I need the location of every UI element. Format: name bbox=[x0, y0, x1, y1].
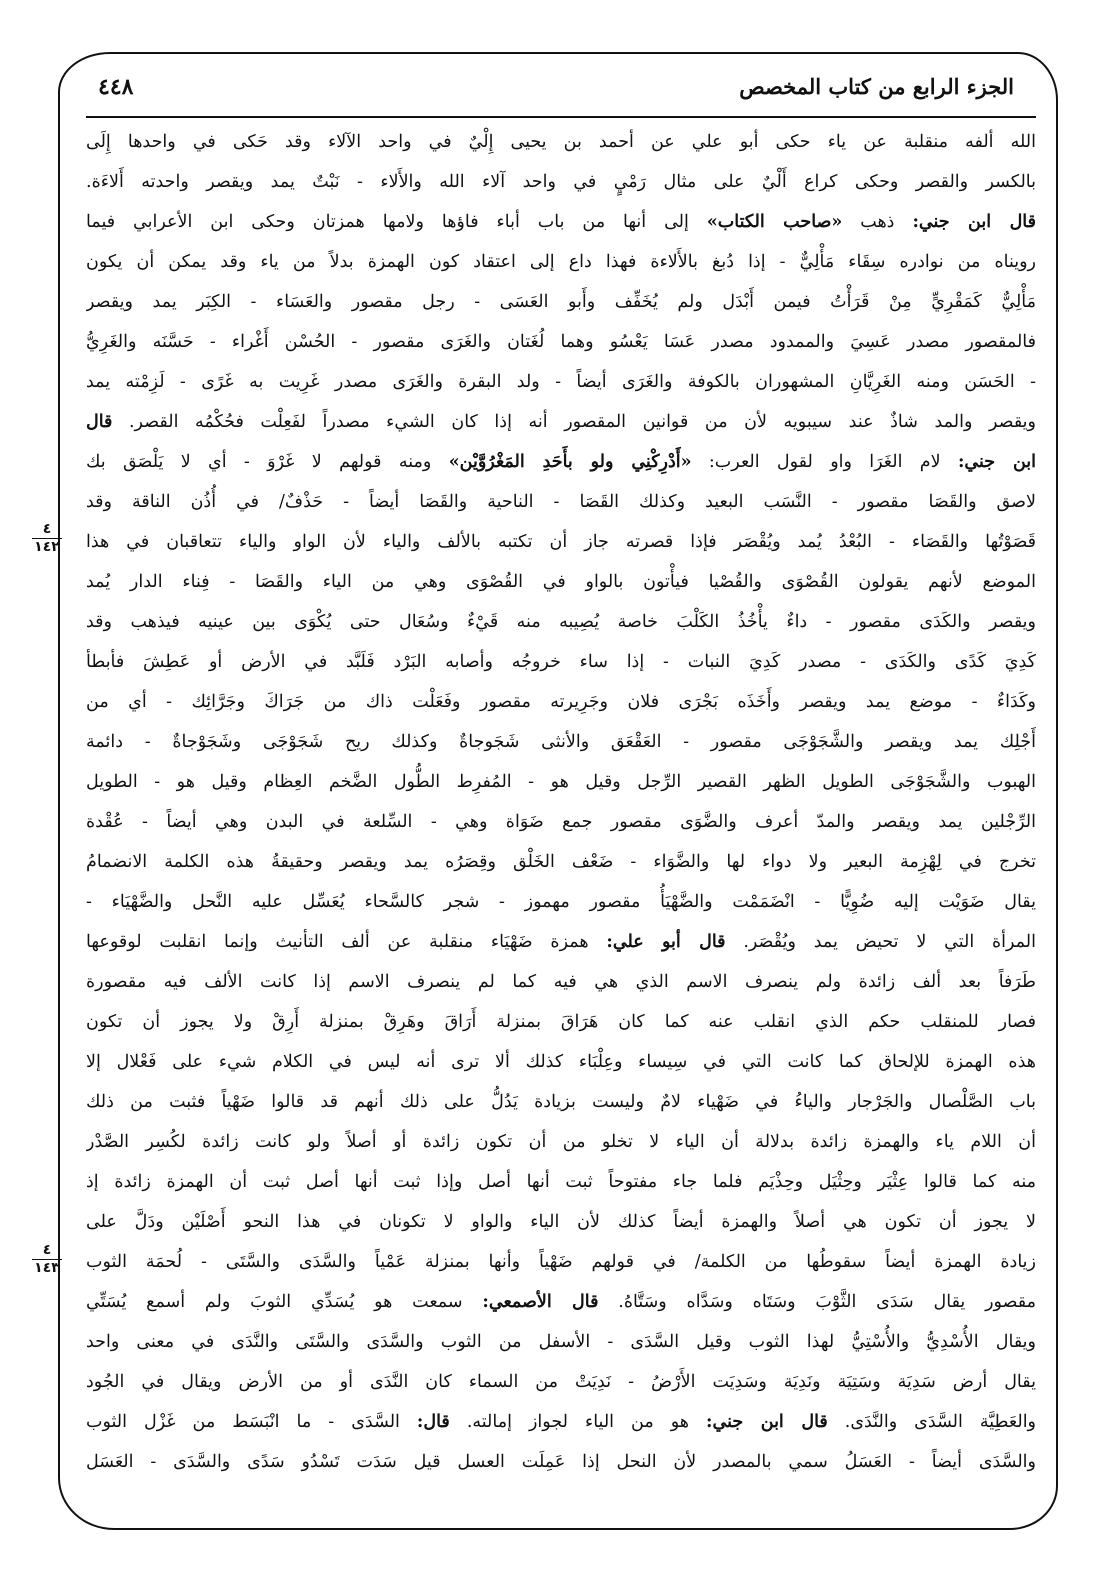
text-run: إلى أنها من باب أباء فاؤها ولامها همزتان وحكى ابن الأعرابي فيما bbox=[86, 212, 707, 232]
text-line bbox=[86, 882, 1036, 922]
text-run: هو من الياء لجواز إمالته. bbox=[449, 1412, 707, 1432]
text-run: ومنه قولهم لا غَرْوَ - أي لا يَلْصَق بك bbox=[86, 452, 449, 472]
text-run: همزة ضَهْيَاء منقلبة عن ألف التأنيث وإنما انقلبت لوقوعها bbox=[86, 932, 607, 952]
text-run: يقال أرض سَدِيَة وسَتِيَة ونَدِيَة وسَدِيَت الأَرْضُ - نَدِيَتْ من السماء كان النَّدَى أو من الأرض ويقال في الجُود bbox=[86, 1372, 1036, 1392]
text-line bbox=[86, 842, 1036, 882]
text-line bbox=[86, 1082, 1036, 1122]
text-line bbox=[86, 1122, 1036, 1162]
text-run: منه كما قالوا عِثْيَر وحِثْيَل وحِذْيَم فلما جاء مفتوحاً ثبت أنها أصل وإذا ثبت أنها أصل ثبت أن الهمزة زائدة إذ bbox=[86, 1172, 1036, 1192]
text-line bbox=[86, 962, 1036, 1002]
text-run: الرِّجْلين يمد ويقصر والمدّ أعرف والضَّوَى مقصور جمع ضَوَاة وهي - السِّلعة في البدن وهي أيضاً - عُقْدة bbox=[86, 812, 1036, 832]
page-header bbox=[92, 74, 1028, 104]
text-run: كَدِيَ كَدًى والكَدَى - مصدر كَدِيَ النبات - إذا ساء خروجُه وأصابه البَرْد فَلَبَّد في الأرض أو عَطِشَ فأبطأ bbox=[86, 652, 1036, 672]
text-run: المرأة التي لا تحيض يمد ويُقْصَر. bbox=[725, 932, 1036, 952]
text-line bbox=[86, 482, 1036, 522]
text-line bbox=[86, 922, 1036, 962]
speaker-label: قال bbox=[86, 412, 113, 432]
text-run: الله ألفه منقلبة عن ياء حكى أبو علي عن أحمد بن يحيى إِلْيٌ في واحد الآلاء وقد حَكى في واحدها إِلَى bbox=[86, 132, 1036, 152]
marker-volume: ٤ bbox=[32, 522, 62, 539]
text-run: وكَدَاءٌ - موضع يمد ويقصر وأَخَذَه بَجْرَى فلان وجَرِيرته مقصور وفَعَلْت ذاك من جَرَاكَ وجَرَّائِك - أي من bbox=[86, 692, 1036, 712]
text-run: ويقصر والكَدَى مقصور - داءٌ يأْخُذُ الكَلْبَ خاصة يُصِيبه منه قَيْءٌ وسُعَال حتى يُكْوَى بين عينيه فيذهب وقد bbox=[86, 612, 1036, 632]
text-line bbox=[86, 1002, 1036, 1042]
text-line bbox=[86, 642, 1036, 682]
text-line bbox=[86, 1242, 1036, 1282]
text-line bbox=[86, 682, 1036, 722]
text-run: فصار للمنقلب حكم الذي انقلب عنه كما كان هَرَاقَ بمنزلة أَرَاقَ وهَرِقْ بمنزلة أَرِقْ ولا يجوز أن تكون bbox=[86, 1012, 1036, 1032]
text-run: الهبوب والشَّجَوْجَى الطويل الظهر القصير الرِّجل وقيل هو - المُفرِط الطُّول الضَّخم العِظام وقيل هو - الطويل bbox=[86, 772, 1036, 792]
speaker-label: قال الأصمعي: bbox=[482, 1292, 599, 1312]
text-line bbox=[86, 522, 1036, 562]
text-run: ذهب bbox=[842, 212, 913, 232]
text-line bbox=[86, 602, 1036, 642]
text-line bbox=[86, 1162, 1036, 1202]
text-run: لا يجوز أن تكون هي أصلاً والهمزة أيضاً كذلك لأن الياء والواو لا تكونان في هذا النحو أَصْلَيْن ودَلَّ على bbox=[86, 1212, 1036, 1232]
text-run: لاصق والقَصَا مقصور - النَّسَب البعيد وكذلك القَصَا - الناحية والقَصَا أيضاً - حَذْفٌ/ في أُذُن الناقة وقد bbox=[86, 492, 1036, 512]
text-run: ويقصر والمد شاذٌ عند سيبويه لأن من قوانين المقصور أنه إذا كان الشيء مصدراً لفَعِلْت فحُكْمُه القصر. bbox=[112, 412, 1036, 432]
text-line bbox=[86, 1362, 1036, 1402]
margin-marker bbox=[32, 1243, 62, 1276]
text-line bbox=[86, 1042, 1036, 1082]
text-run: سمعت هو يُسَدِّي الثوبَ ولم أسمع يُسَتِّي bbox=[86, 1292, 483, 1312]
text-run: رويناه من نوادره سِقَاء مَأْلِيٌّ - إذا دُبغ بالأَلاءة فهذا داع إلى اعتقاد كون الهمزة بدلاً من ياء وقد يمكن أن يكون bbox=[86, 252, 1036, 272]
text-line bbox=[86, 722, 1036, 762]
speaker-label: قال ابن جني: bbox=[706, 1412, 828, 1432]
marker-volume: ٤ bbox=[32, 1243, 62, 1260]
text-run: قَصَوْتُها والقَصَاء - البُعْدُ يُمد ويُقْصَر فإذا قصرته جاز أن تكتبه بالألف والياء لأن الواو والياء تتعاقبان في هذا bbox=[86, 532, 1036, 552]
running-title: الجزء الرابع من كتاب المخصص bbox=[739, 74, 1014, 99]
text-run: فالمقصور مصدر عَسِيَ والممدود مصدر عَسَا يَعْسُو وهما لُغَتان والغَرَى مقصور - الحُسْن أَغْراء - حَسَّنَه والغَرِيُّ bbox=[86, 332, 1036, 352]
speaker-label: قال أبو علي: bbox=[606, 932, 726, 952]
text-run: هذه الهمزة للإلحاق كما كانت التي في سِيساء وعِلْبَاء كذلك ألا ترى أنه ليس في الكلام شيء على فَعْلال إلا bbox=[86, 1052, 1036, 1072]
text-run: باب الصَّلْصال والجَرْجار والياءُ في ضَهْياء لامٌ وليست بزيادة يَدُلُّ على ذلك أنهم قد قالوا ضَهْياً فثبت من ذلك bbox=[86, 1092, 1036, 1112]
header-rule bbox=[86, 116, 1036, 118]
text-line bbox=[86, 1322, 1036, 1362]
text-line bbox=[86, 282, 1036, 322]
text-line bbox=[86, 362, 1036, 402]
text-line bbox=[86, 1442, 1036, 1482]
text-run: أن اللام ياء والهمزة زائدة بدلالة أن الياء لا تخلو من أن تكون زائدة أو أصلاً ولو كانت زائدة لكُسِر الصَّدْر bbox=[86, 1132, 1036, 1152]
text-line bbox=[86, 802, 1036, 842]
speaker-label: قال ابن جني: bbox=[912, 212, 1036, 232]
speaker-label: ابن جني: bbox=[957, 452, 1036, 472]
text-line bbox=[86, 562, 1036, 602]
text-line bbox=[86, 242, 1036, 282]
text-run: الموضع لأنهم يقولون القُصْوَى والقُصْيا فيأْتون بالواو في القُصْوَى وهي من الياء والقَصَا - فِناء الدار يُمد bbox=[86, 572, 1036, 592]
text-run: تخرج في لِهْزِمة البعير ولا دواء لها والضَّوَاء - ضَعْف الخَلْق وقِصَرُه يمد ويقصر وحقيقةُ هذه الكلمة الانضمامُ bbox=[86, 852, 1036, 872]
text-run: ويقال الأُسْدِيُّ والأُسْتِيُّ لهذا الثوب وقيل السَّدَى - الأسفل من الثوب والسَّدَى والسَّتَى والنَّدَى في معنى واحد bbox=[86, 1332, 1036, 1352]
speaker-label: «أَدْرِكْنِي ولو بأَحَدِ المَغْرُوَّيْن» bbox=[448, 452, 692, 472]
text-line bbox=[86, 162, 1036, 202]
text-line bbox=[86, 1282, 1036, 1322]
text-run: السَّدَى - ما انْبَسَط من غَزْل الثوب bbox=[86, 1412, 417, 1432]
text-run: والسَّدَى أيضاً - العَسَلُ سمي بالمصدر لأن النحل إذا عَمِلَت العسل قيل سَدَت تَسْدُو سَدًى والسَّدَى - العَسَل bbox=[86, 1452, 1036, 1472]
page-number: ٤٤٨ bbox=[98, 74, 134, 100]
text-line bbox=[86, 202, 1036, 242]
speaker-label: قال: bbox=[416, 1412, 450, 1432]
speaker-label: «صاحب الكتاب» bbox=[706, 212, 843, 232]
text-run: لام الغَرَا واو لقول العرب: bbox=[691, 452, 958, 472]
text-run: - الحَسَن ومنه الغَرِيَّانِ المشهوران بالكوفة والغَرَى أيضاً - ولد البقرة والغَرَى مصدر غَرِيت به غَرًى - لَزِمْته يمد bbox=[86, 372, 1036, 392]
text-run: يقال ضَوَيْت إليه ضُوِيًّا - انْضَمَمْت والضَّهْيَأُ مقصور مهموز - شجر كالسَّحاء يُعَسِّل عليه النَّحل والضَّهْيَاء - bbox=[86, 892, 1036, 912]
text-run: أَجْلِك يمد ويقصر والشَّجَوْجَى مقصور - العَقْعَق والأنثى شَجَوجاةٌ وكذلك ريح شَجَوْجَى وشَجَوْجاةٌ - دائمة bbox=[86, 732, 1036, 752]
text-line bbox=[86, 762, 1036, 802]
text-body bbox=[86, 122, 1036, 1482]
text-line bbox=[86, 1402, 1036, 1442]
text-line bbox=[86, 122, 1036, 162]
text-line bbox=[86, 442, 1036, 482]
text-run: زيادة الهمزة أيضاً سقوطُها من الكلمة/ في قولهم ضَهْياً وأنها بمنزلة عَمْياً والسَّدَى والسَّتَى - لُحمَة الثوب bbox=[86, 1252, 1036, 1272]
text-line bbox=[86, 322, 1036, 362]
marker-page: ١٤٣ bbox=[34, 1260, 60, 1276]
text-run: والعَطِيَّة السَّدَى والنَّدَى. bbox=[827, 1412, 1036, 1432]
text-run: طَرَفاً بعد ألف زائدة ولم ينصرف الاسم الذي هي فيه كما لم ينصرف الاسم إذا كانت الألف فيه مقصورة bbox=[86, 972, 1036, 992]
margin-marker bbox=[32, 522, 62, 555]
text-line bbox=[86, 1202, 1036, 1242]
text-run: مقصور يقال سَدَى الثَّوْبَ وسَتَاه وسَدَّاه وسَتَّاهُ. bbox=[598, 1292, 1036, 1312]
text-line bbox=[86, 402, 1036, 442]
text-run: مَأْلِيٌّ كَمَقْرِيٍّ مِنْ قَرَأْتُ فيمن أَبْدَل ولم يُخَفِّف وأَبو العَسَى - رجل مقصور والعَسَاء - الكِبَر يمد ويقصر bbox=[86, 292, 1036, 312]
marker-page: ١٤٢ bbox=[34, 539, 60, 555]
text-run: بالكسر والقصر وحكى كراع أَلْيٌ على مثال رَمْيٍ في واحد آلاء الله والأَلاء - نَبْتٌ يمد ويقصر واحدته أَلاءَة. bbox=[86, 172, 1036, 192]
